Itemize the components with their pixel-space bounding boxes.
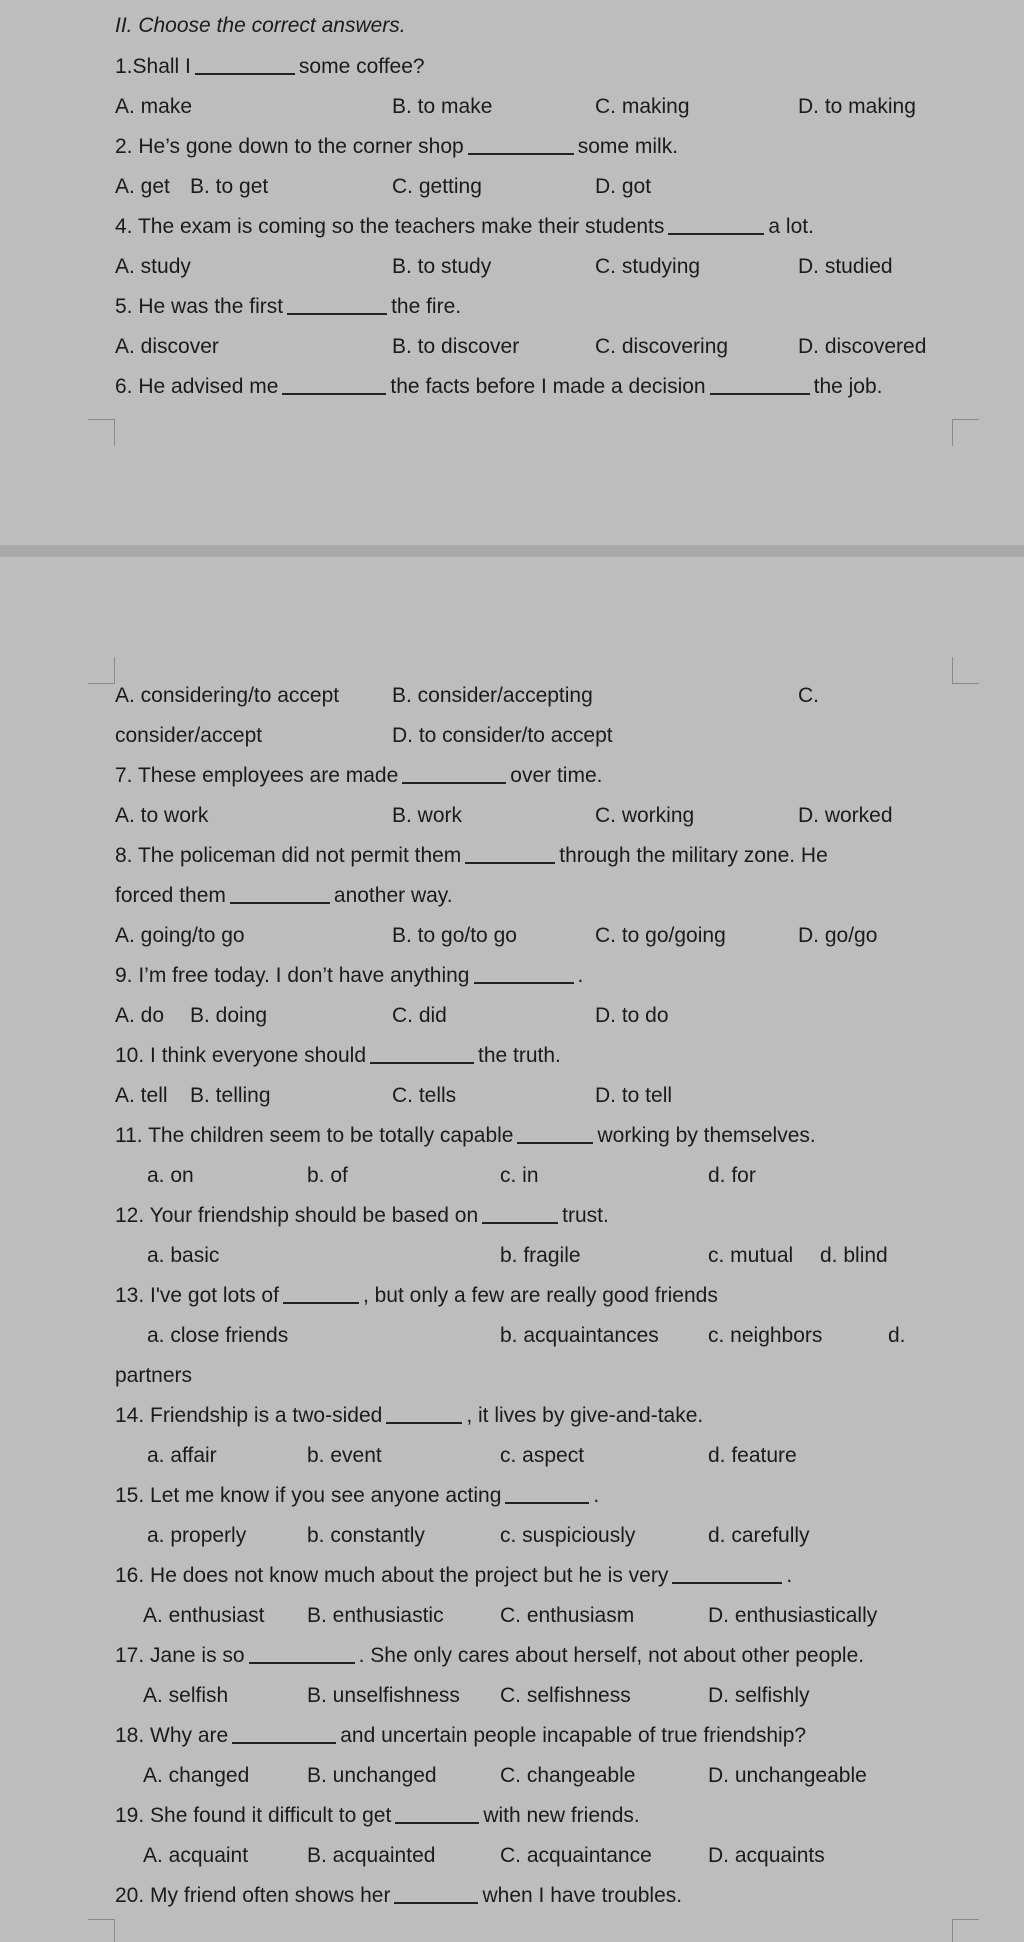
option-a: A. selfish: [143, 1684, 229, 1707]
option-b: b. constantly: [307, 1524, 425, 1547]
question-16: 16. He does not know much about the project but he is very .: [115, 1564, 793, 1587]
option-d: D. go/go: [798, 924, 878, 947]
option-d: d. for: [708, 1164, 756, 1187]
option-b: B. to discover: [392, 335, 520, 358]
question-20: 20. My friend often shows her when I have troubles.: [115, 1884, 683, 1907]
page-corner-mark: [88, 419, 115, 446]
option-c: C. making: [595, 95, 690, 118]
answer-blank: [395, 1822, 479, 1824]
option-c: C. changeable: [500, 1764, 636, 1787]
option-d: D. to tell: [595, 1084, 673, 1107]
page-separator: [0, 545, 1024, 557]
option-d: D. got: [595, 175, 652, 198]
answer-blank: [386, 1422, 462, 1424]
answer-blank: [668, 233, 764, 235]
option-a: A. changed: [143, 1764, 250, 1787]
question-2: 2. He’s gone down to the corner shop some milk.: [115, 135, 679, 158]
option-b: B. to study: [392, 255, 492, 278]
option-c: consider/accept: [115, 724, 263, 747]
option-c: C. discovering: [595, 335, 729, 358]
option-d: D. to consider/to accept: [392, 724, 613, 747]
option-d: D. worked: [798, 804, 893, 827]
option-b: B. to make: [392, 95, 493, 118]
question-13: 13. I've got lots of , but only a few are really good friends: [115, 1284, 718, 1307]
option-a: a. basic: [147, 1244, 220, 1267]
question-12: 12. Your friendship should be based on trust.: [115, 1204, 609, 1227]
answer-blank: [672, 1582, 782, 1584]
option-a: A. going/to go: [115, 924, 245, 947]
question-5: 5. He was the first the fire.: [115, 295, 462, 318]
answer-blank: [283, 1302, 359, 1304]
option-b: b. of: [307, 1164, 348, 1187]
option-a: A. enthusiast: [143, 1604, 265, 1627]
option-d: D. studied: [798, 255, 893, 278]
option-b: B. doing: [190, 1004, 268, 1027]
option-d: D. selfishly: [708, 1684, 810, 1707]
option-c: C. getting: [392, 175, 482, 198]
option-d-label: d.: [888, 1324, 906, 1347]
option-b: b. event: [307, 1444, 382, 1467]
option-a: A. get: [115, 175, 170, 198]
option-c: C. acquaintance: [500, 1844, 652, 1867]
answer-blank: [195, 73, 295, 75]
option-c: C. selfishness: [500, 1684, 631, 1707]
question-10: 10. I think everyone should the truth.: [115, 1044, 561, 1067]
question-15: 15. Let me know if you see anyone acting .: [115, 1484, 600, 1507]
option-a: a. affair: [147, 1444, 217, 1467]
question-1: 1.Shall I some coffee?: [115, 55, 425, 78]
option-b: B. unselfishness: [307, 1684, 460, 1707]
option-b: B. to get: [190, 175, 269, 198]
answer-blank: [465, 862, 555, 864]
answer-blank: [517, 1142, 593, 1144]
answer-blank: [505, 1502, 589, 1504]
option-d: d. blind: [820, 1244, 888, 1267]
option-d: D. discovered: [798, 335, 927, 358]
question-8: 8. The policeman did not permit them through the military zone. He: [115, 844, 828, 867]
option-c: c. neighbors: [708, 1324, 823, 1347]
option-d: D. to do: [595, 1004, 669, 1027]
question-11: 11. The children seem to be totally capable working by themselves.: [115, 1124, 816, 1147]
document-page-1: [0, 0, 1024, 545]
page-corner-mark: [88, 1919, 115, 1942]
answer-blank: [394, 1902, 478, 1904]
option-b: B. to go/to go: [392, 924, 517, 947]
option-b: B. enthusiastic: [307, 1604, 444, 1627]
option-b: B. telling: [190, 1084, 271, 1107]
option-a: A. make: [115, 95, 193, 118]
option-a: a. on: [147, 1164, 194, 1187]
option-d: d. carefully: [708, 1524, 810, 1547]
section-title: II. Choose the correct answers.: [115, 14, 406, 37]
option-a: A. discover: [115, 335, 219, 358]
answer-blank: [287, 313, 387, 315]
option-c: C. did: [392, 1004, 447, 1027]
option-b: B. work: [392, 804, 463, 827]
option-b: b. fragile: [500, 1244, 581, 1267]
option-a: A. do: [115, 1004, 165, 1027]
option-c: C. studying: [595, 255, 701, 278]
answer-blank: [232, 1742, 336, 1744]
option-a: A. to work: [115, 804, 209, 827]
option-a: a. close friends: [147, 1324, 289, 1347]
answer-blank: [249, 1662, 355, 1664]
option-c-label: C.: [798, 684, 819, 707]
option-c: C. working: [595, 804, 695, 827]
answer-blank: [710, 393, 810, 395]
option-b: B. acquainted: [307, 1844, 436, 1867]
option-a: A. study: [115, 255, 191, 278]
option-d: D. enthusiastically: [708, 1604, 878, 1627]
option-d: D. to making: [798, 95, 916, 118]
option-b: B. unchanged: [307, 1764, 437, 1787]
option-d: partners: [115, 1364, 193, 1387]
option-c: c. in: [500, 1164, 539, 1187]
question-14: 14. Friendship is a two-sided , it lives by give-and-take.: [115, 1404, 704, 1427]
option-b: B. consider/accepting: [392, 684, 593, 707]
question-17: 17. Jane is so . She only cares about herself, not about other people.: [115, 1644, 865, 1667]
answer-blank: [282, 393, 386, 395]
answer-blank: [370, 1062, 474, 1064]
option-a: A. considering/to accept: [115, 684, 340, 707]
option-d: D. acquaints: [708, 1844, 825, 1867]
answer-blank: [468, 153, 574, 155]
option-c: c. suspiciously: [500, 1524, 636, 1547]
question-9: 9. I’m free today. I don’t have anything .: [115, 964, 584, 987]
question-8-continued: forced them another way.: [115, 884, 453, 907]
question-4: 4. The exam is coming so the teachers make their students a lot.: [115, 215, 814, 238]
page-corner-mark: [88, 657, 115, 684]
answer-blank: [230, 902, 330, 904]
question-19: 19. She found it difficult to get with new friends.: [115, 1804, 640, 1827]
document-page-2: [0, 557, 1024, 1941]
page-corner-mark: [952, 419, 979, 446]
answer-blank: [474, 982, 574, 984]
answer-blank: [482, 1222, 558, 1224]
option-a: A. acquaint: [143, 1844, 249, 1867]
option-d: D. unchangeable: [708, 1764, 867, 1787]
option-b: b. acquaintances: [500, 1324, 659, 1347]
question-18: 18. Why are and uncertain people incapable of true friendship?: [115, 1724, 807, 1747]
option-c: C. tells: [392, 1084, 457, 1107]
option-c: c. mutual: [708, 1244, 794, 1267]
answer-blank: [402, 782, 506, 784]
page-corner-mark: [952, 657, 979, 684]
option-d: d. feature: [708, 1444, 797, 1467]
question-6: 6. He advised me the facts before I made a decision the job.: [115, 375, 883, 398]
page-corner-mark: [952, 1919, 979, 1942]
option-a: A. tell: [115, 1084, 168, 1107]
question-7: 7. These employees are made over time.: [115, 764, 603, 787]
option-c: C. enthusiasm: [500, 1604, 635, 1627]
option-a: a. properly: [147, 1524, 247, 1547]
option-c: c. aspect: [500, 1444, 585, 1467]
option-c: C. to go/going: [595, 924, 726, 947]
